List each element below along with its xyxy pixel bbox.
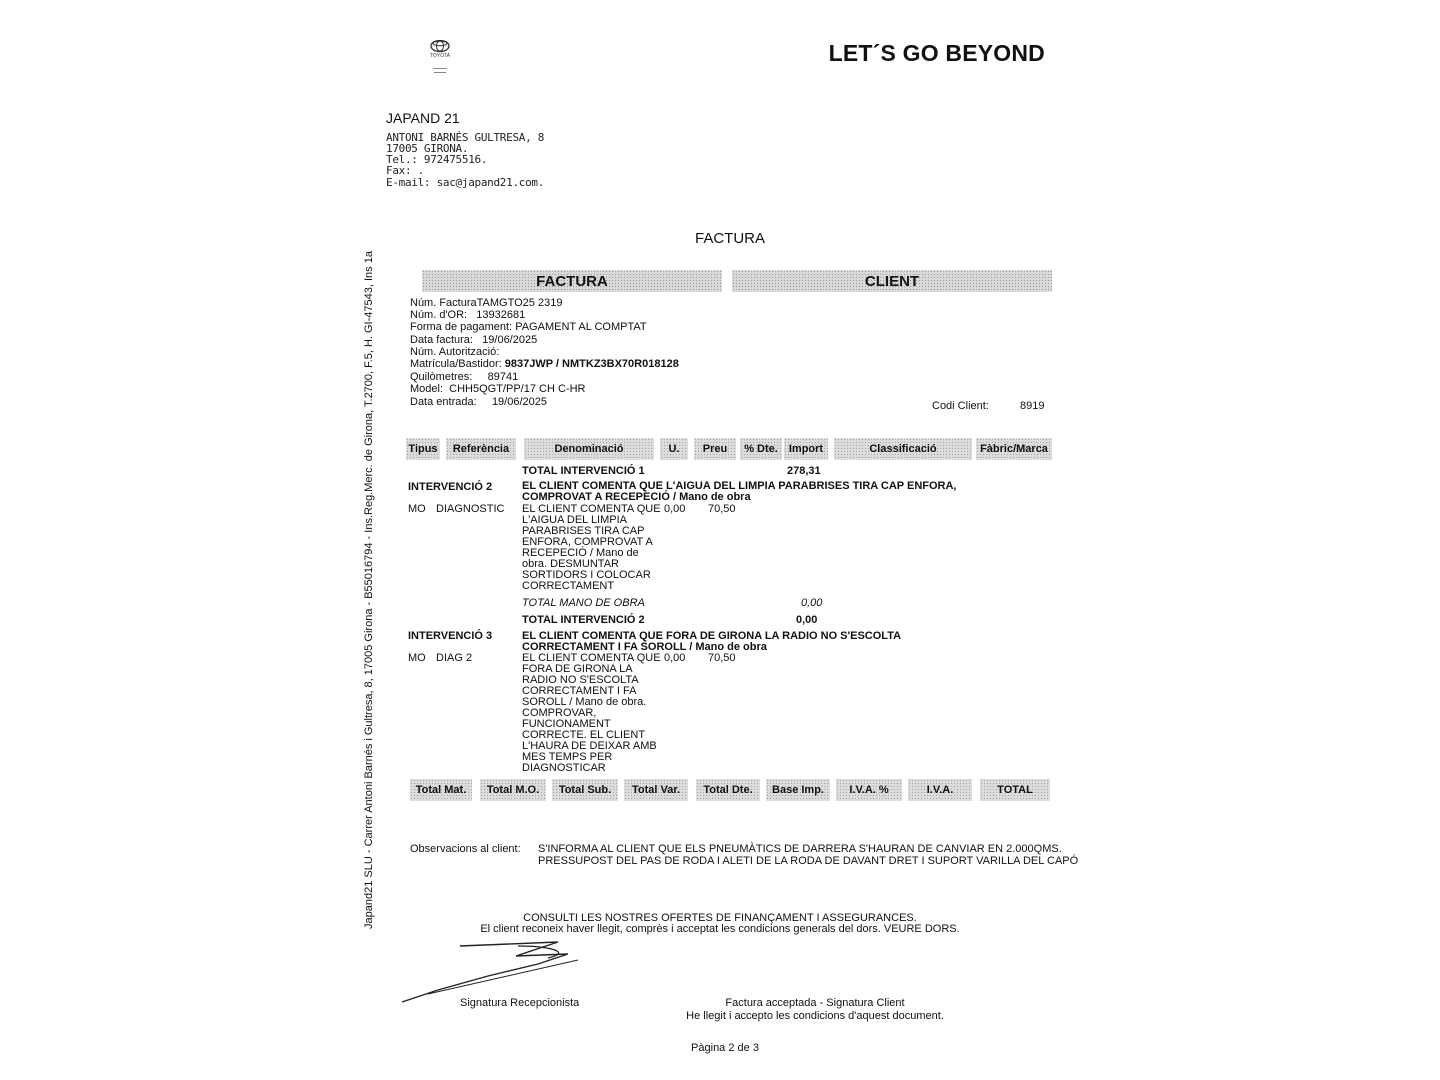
intervention-2-description: EL CLIENT COMENTA QUE L'AIGUA DEL LIMPIA PARABRISES TIRA CAP ENFORA, COMPROVAT A RECEPECIÓ / Mano de obra. DESMUNTAR SORTIDORS I COLOCAR CORRECTAMENT [522, 503, 661, 592]
totals-iva-percent: I.V.A. % [836, 779, 902, 801]
totals-total: TOTAL [980, 779, 1050, 801]
factura-section-label: FACTURA [536, 272, 608, 290]
intervention-2-title: EL CLIENT COMENTA QUE L'AIGUA DEL LIMPIA PARABRISES TIRA CAP ENFORA, COMPROVAT A RECEPECIÓ / Mano de obra [522, 480, 957, 503]
document-title: FACTURA [694, 230, 765, 247]
intervention-3-units: 0,00 [664, 652, 686, 664]
intervention-2-units: 0,00 [664, 503, 686, 515]
intervention-2-total-mo-label: TOTAL MANO DE OBRA [522, 597, 645, 609]
client-section-header [732, 270, 1052, 292]
totals-total-mat: Total Mat. [410, 779, 472, 801]
client-section-label: CLIENT [864, 272, 920, 290]
factura-section-header [422, 270, 722, 292]
dealer-email: E-mail: sac@japand21.com. [386, 176, 545, 189]
col-classificacio: Classificació [834, 438, 972, 460]
intervention-2-tipus: MO [408, 503, 426, 515]
total-intervention-2-label: TOTAL INTERVENCIÓ 2 [522, 614, 645, 626]
intervention-2-reference: DIAGNOSTIC [436, 503, 505, 515]
col-fabric-marca: Fàbric/Marca [976, 438, 1052, 460]
dealer-address: ANTONI BARNÉS GULTRESA, 8 [386, 131, 545, 144]
mileage-row: Quilòmetres: 89741 [410, 371, 519, 383]
totals-total-var: Total Var. [624, 779, 688, 801]
or-number-row: Núm. d'OR: 13932681 [410, 309, 526, 321]
observations-label: Observacions al client: [410, 843, 521, 855]
client-signature-note: He llegit i accepto les condicions d'aquest document. [686, 1010, 944, 1022]
observations-line-1: S'INFORMA AL CLIENT QUE ELS PNEUMÀTICS DE DARRERA S'HAURAN DE CANVIAR EN 2.000QMS. [538, 843, 1062, 855]
brand-slogan: LET´S GO BEYOND [828, 40, 1045, 66]
intervention-2-total-mo-value: 0,00 [801, 597, 823, 609]
legal-sidebar: Japand21 SLU - Carrer Antoni Barnés i Gultresa, 8, 17005 Girona - B55016794 - Ins.Reg.Merc. de Girona, T.2700, F.5, H. GI-47543, Ins 1a [363, 251, 375, 929]
terms-notice: El client reconeix haver llegit, comprès i acceptat les condicions generals del dors. VEURE DORS. [480, 923, 960, 935]
entry-date-row: Data entrada: 19/06/2025 [410, 396, 547, 408]
model-row: Model: CHH5QGT/PP/17 CH C-HR [410, 383, 586, 395]
intervention-3-label: INTERVENCIÓ 3 [408, 630, 493, 642]
intervention-3-description: EL CLIENT COMENTA QUE FORA DE GIRONA LA RADIO NO S'ESCOLTA CORRECTAMENT I FA SOROLL / Mano de obra. COMPROVAR, FUNCIONAMENT CORRECTE. EL CLIENT L'HAURA DE DEIXAR AMB MES TEMPS PER DIAGNOSTICAR [522, 652, 661, 774]
dealer-phone: Tel.: 972475516. [386, 153, 488, 166]
intervention-2-label: INTERVENCIÓ 2 [408, 481, 493, 493]
dealer-fax: Fax: . [386, 164, 424, 177]
col-dte: % Dte. [740, 438, 782, 460]
finance-notice: CONSULTI LES NOSTRES OFERTES DE FINANÇAMENT I ASSEGURANCES. [523, 912, 917, 924]
totals-total-dte: Total Dte. [696, 779, 760, 801]
intervention-3-price: 70,50 [708, 652, 736, 664]
client-code-label: Codi Client: [932, 400, 989, 412]
payment-row: Forma de pagament: PAGAMENT AL COMPTAT [410, 321, 647, 333]
col-tipus: Tipus [406, 438, 440, 460]
col-referencia: Referència [446, 438, 516, 460]
totals-iva: I.V.A. [908, 779, 972, 801]
authorization-row: Núm. Autorització: [410, 346, 500, 358]
client-signature-label: Factura acceptada - Signatura Client [725, 997, 905, 1009]
svg-text:TOYOTA: TOYOTA [429, 53, 451, 59]
plate-row: Matrícula/Bastidor: 9837JWP / NMTKZ3BX70R018128 [410, 358, 679, 370]
invoice-number-row: Núm. FacturaTAMGTO25 2319 [410, 297, 563, 309]
col-preu: Preu [694, 438, 736, 460]
dealer-city: 17005 GIRONA. [386, 142, 469, 155]
toyota-logo [424, 38, 456, 86]
total-intervention-1-value: 278,31 [787, 465, 821, 477]
receptionist-signature-label: Signatura Recepcionista [460, 997, 580, 1009]
intervention-3-tipus: MO [408, 652, 426, 664]
client-code-value: 8919 [1020, 400, 1045, 412]
col-import: Import [784, 438, 828, 460]
intervention-3-title: EL CLIENT COMENTA QUE FORA DE GIRONA LA RADIO NO S'ESCOLTA CORRECTAMENT I FA SOROLL / Mano de obra [522, 630, 902, 653]
totals-total-mo: Total M.O. [480, 779, 546, 801]
invoice-date-row: Data factura: 19/06/2025 [410, 334, 538, 346]
col-u: U. [660, 438, 688, 460]
page-number: Pàgina 2 de 3 [691, 1042, 759, 1054]
dealer-name: JAPAND 21 [386, 110, 460, 126]
intervention-2-price: 70,50 [708, 503, 736, 515]
totals-total-sub: Total Sub. [552, 779, 618, 801]
col-denominacio: Denominació [524, 438, 654, 460]
total-intervention-1-label: TOTAL INTERVENCIÓ 1 [522, 465, 645, 477]
total-intervention-2-value: 0,00 [796, 614, 818, 626]
intervention-3-reference: DIAG 2 [436, 652, 473, 664]
observations-line-2: PRESSUPOST DEL PAS DE RODA I ALETI DE LA RODA DE DAVANT DRET I SUPORT VARILLA DEL CAPÓ [538, 855, 1079, 867]
totals-base-imp: Base Imp. [766, 779, 830, 801]
